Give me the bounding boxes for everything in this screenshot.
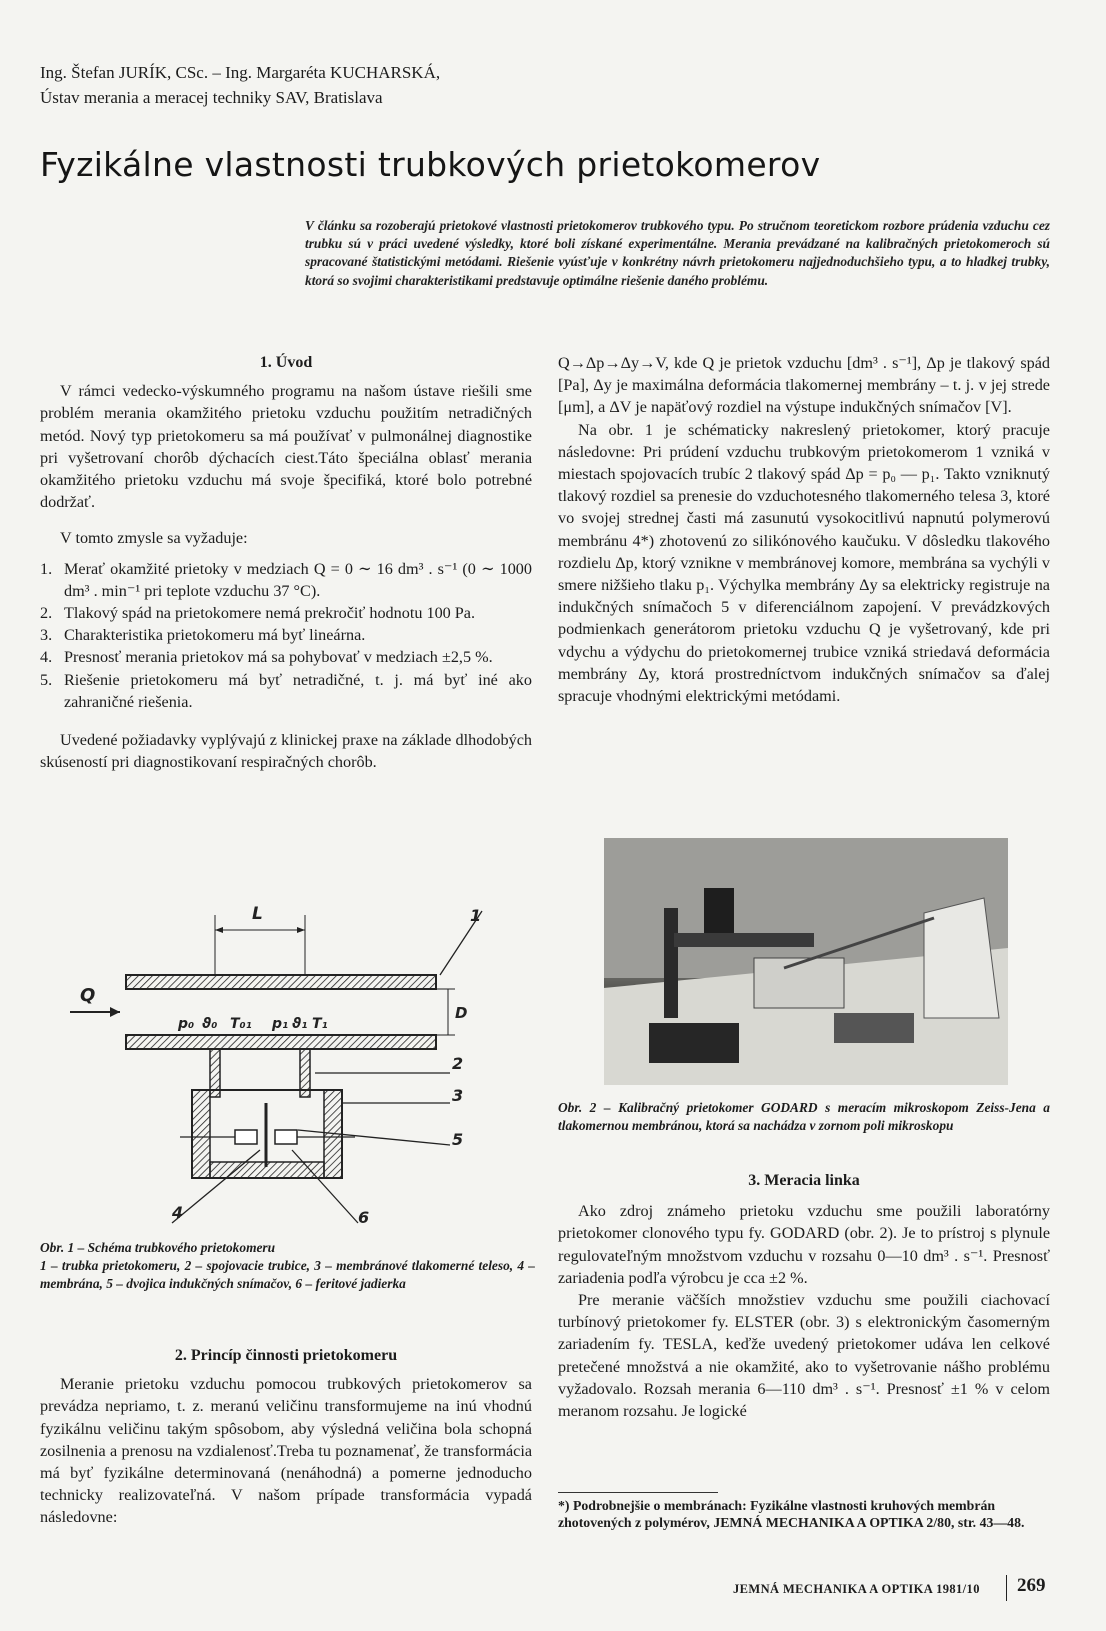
list-item: 2. Tlakový spád na prietokomere nemá prekročiť hodnotu 100 Pa. [40, 604, 476, 623]
right-column-top [558, 352, 1050, 707]
footnote-rule [558, 1492, 718, 1493]
section2-block [40, 1345, 532, 1529]
author-block [40, 60, 440, 110]
page-number: 269 [1017, 1575, 1046, 1596]
sensor-right [275, 1130, 297, 1144]
figure1-schematic [60, 905, 540, 1230]
section1-closing-paragraph: Uvedené požiadavky vyplývajú z klinickej praxe na základe dlhodobých skúseností pri diagnostikovaní respiračných chorôb. [40, 731, 532, 772]
figure1-caption-body: 1 – trubka prietokomeru, 2 – spojovacie trubice, 3 – membránové tlakomerné teleso, 4 – membrána, 5 – dvojica indukčných snímačov, 6 – feritové jadierka [40, 1258, 535, 1291]
abstract: V článku sa rozoberajú prietokové vlastnosti prietokomerov trubkového typu. Po stručnom teoretickom rozbore prúdenia vzduchu cez trubku sú v práci uvedené výsledky, ktoré boli získané experimentálne. Merania prevádzané na kalibračných prietokomeroch sú spracované štatistickými metódami. Riešenie vyúsťuje v konkrétny návrh prietokomeru najjednoduchšieho typu, a to hladkej trubky, ktorá so svojimi charakteristikami predstavuje optimálne riešenie daného problému. [305, 218, 1050, 288]
article-title: Fyzikálne vlastnosti trubkových prietokomerov [40, 145, 821, 184]
label-L: L [252, 905, 263, 924]
section3-paragraph-2: Pre meranie väčších množstiev vzduchu sme použili ciachovací turbínový prietokomer fy. ELSTER (obr. 3) s elektronickým časomerným zariadením fy. TESLA, keďže uvedený prietokomer udáva len celkové pretečené množstvá a nie okamžité, ako to vyšetrovanie nášho problému vyžadovalo. Rozsah merania 6—110 dm³ . s⁻¹. Presnosť ±1 % v celom meranom rozsahu. Je logické [558, 1291, 1050, 1421]
label-1: 1 [470, 906, 482, 925]
requirements-list [40, 558, 532, 713]
list-item: 3. Charakteristika prietokomeru má byť lineárna. [40, 626, 366, 645]
section1-heading: 1. Úvod [259, 354, 313, 371]
authors-line: Ing. Štefan JURÍK, CSc. – Ing. Margaréta KUCHARSKÁ, [40, 63, 441, 82]
tube-top-wall [126, 975, 436, 989]
list-item: 5. Riešenie prietokomeru má byť netradičné, t. j. má byť iné ako zahraničné riešenia. [40, 670, 532, 711]
section3-paragraph-1: Ako zdroj známeho prietoku vzduchu sme použili laboratórny prietokomer clonového typu fy. GODARD (obr. 2). Je to prístroj s plynule regulovateľným množstvom vzduchu v rozsahu 0—10 dm³ . s⁻¹. Presnosť zariadenia podľa výrobcu je cca ±2 %. [558, 1202, 1050, 1287]
label-2: 2 [452, 1054, 464, 1073]
footer-journal: JEMNÁ MECHANIKA A OPTIKA 1981/10 [733, 1582, 980, 1596]
section3-block [558, 1170, 1050, 1422]
label-3: 3 [452, 1086, 464, 1105]
figure1-caption-title: Obr. 1 – Schéma trubkového prietokomeru [40, 1240, 276, 1255]
section2-heading: 2. Princíp činnosti prietokomeru [174, 1347, 398, 1364]
footnote: *) Podrobnejšie o membránach: Fyzikálne vlastnosti kruhových membrán zhotovených z polymérov, JEMNÁ MECHANIKA A OPTIKA 2/80, str. 43—48. [558, 1498, 1025, 1530]
label-5: 5 [452, 1130, 464, 1149]
tube-bottom-wall [126, 1035, 436, 1049]
transformation-paragraph: Q→Δp→Δy→V, kde Q je prietok vzduchu [dm³ . s⁻¹], Δp je tlakový spád [Pa], Δy je maximálna deformácia tlakomernej membrány – t. j. v jej strede [μm], a ΔV je napäťový rozdiel na výstupe indukčných snímačov [V]. [558, 354, 1050, 417]
sensor-left [235, 1130, 257, 1144]
figure2-caption: Obr. 2 – Kalibračný prietokomer GODARD s meracím mikroskopom Zeiss-Jena a tlakomernou membránou, ktorá sa nachádza v zornom poli mikroskopu [558, 1100, 1050, 1133]
list-item: 4. Presnosť merania prietokov má sa pohybovať v medziach ±2,5 %. [40, 648, 493, 667]
left-column-top [40, 352, 532, 773]
label-4: 4 [172, 1203, 184, 1222]
figure2-photo-shapes [604, 838, 1008, 1085]
footer-divider [1006, 1575, 1007, 1601]
principle-paragraph: Na obr. 1 je schématicky nakreslený prietokomer, ktorý pracuje následovne: Pri prúdení vzduchu trubkovým prietokomerom 1 vzniká v miestach spojovacích trubíc 2 tlakový spád Δp = p₀ — p₁. Takto vzniknutý tlakový rozdiel sa prenesie do vzduchotesného tlakomerného telesa 3, ktoré vo svojej strednej časti má zasunutú vysokocitlivú napnutú polymerovú membránu 4*) zhotovenú zo silikónového kaučuku. V dôsledku tlakového rozdielu Δp, ktorý vznikne v membránovej komore, membrána sa vychýli v smere nižšieho tlaku p₁. Výchylka membrány Δy sa elektricky registruje na indukčných snímačoch 5 v diferenciálnom zapojení. V prevádzkových podmienkach generátorom prietoku vzduchu Q je vyšetrovaný, kde pri vdychu a výdychu do prietokomernej trubice vzniká striedavá deformácia membrány Δy, ktorá prostredníctvom indukčných snímačov sa ďalej spracuje vhodnými elektrickými metódami. [558, 420, 1050, 706]
figure1-caption [40, 1239, 535, 1293]
label-p1: p₁ [272, 1016, 289, 1032]
figure2-photo [604, 838, 1008, 1085]
label-6: 6 [358, 1208, 370, 1227]
list-item: 1. Merať okamžité prietoky v medziach Q = 0 ∼ 16 dm³ . s⁻¹ (0 ∼ 1000 dm³ . min⁻¹ pri teplote vzduchu 37 °C). [40, 559, 532, 600]
section2-paragraph: Meranie prietoku vzduchu pomocou trubkových prietokomerov sa prevádza nepriamo, t. z. meranú veličinu transformujeme na inú vhodnú fyzikálnu veličinu takým spôsobom, aby výsledná veličina bola schopná zosilnenia a prenosu na vzdialenosť.Treba tu poznamenať, že transformácia má byť fyzikálne determinovaná (nenáhodná) a pomerne jednoducho technicky realizovateľná. V našom prípade transformácia vypadá následovne: [40, 1375, 532, 1527]
section1-paragraph: V rámci vedecko-výskumného programu na našom ústave riešili sme problém merania okamžitého prietoku vzduchu použitím netradičných metód. Nový typ prietokomeru sa má používať v pulmonálnej diagnostike pri vyšetrovaní chorôb dýchacích ciest.Táto špeciálna oblasť merania okamžitého prietoku vzduchu má svoje špecifiká, ktoré bolo potrebné dodržať. [40, 382, 532, 512]
label-Q: Q [80, 985, 96, 1006]
label-D: D [455, 1004, 468, 1022]
label-t0: ϑ₀ [202, 1016, 218, 1032]
label-t1: ϑ₁ [292, 1016, 308, 1032]
institution-line: Ústav merania a meracej techniky SAV, Bratislava [40, 88, 383, 107]
label-p0: p₀ [178, 1016, 195, 1032]
section1-requirements-intro: V tomto zmysle sa vyžaduje: [60, 529, 248, 548]
label-T1: T₁ [312, 1016, 328, 1032]
label-T01: T₀₁ [230, 1016, 252, 1032]
section3-heading: 3. Meracia linka [748, 1172, 860, 1189]
